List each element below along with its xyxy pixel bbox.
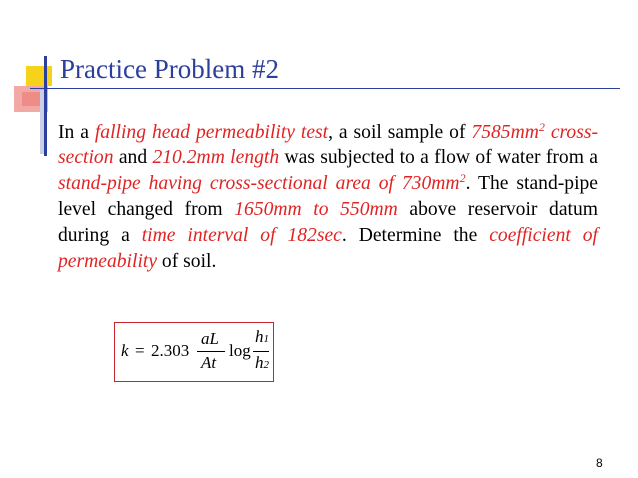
problem-text: . Determine the <box>341 224 490 246</box>
formula-denominator: At <box>201 353 217 372</box>
decor-vertical-bar <box>44 56 47 156</box>
formula-box <box>114 322 274 382</box>
highlight-target-quantity: coefficient of permeability <box>58 224 598 272</box>
problem-text: above reservoir datum during a <box>58 198 598 246</box>
title-underline <box>30 88 620 89</box>
problem-text: . The stand-pipe level changed from <box>58 173 598 220</box>
formula-k: k <box>121 341 129 360</box>
formula-h2: h2 <box>255 353 269 372</box>
highlight-test-type: falling head permeability test <box>94 121 329 143</box>
formula-h1: h1 <box>255 327 269 346</box>
highlight-cross-section: cross-section <box>58 121 598 169</box>
formula-numerator: aL <box>201 329 219 348</box>
problem-text: was subjected to a flow of water from a <box>279 147 598 169</box>
problem-text: and <box>113 147 153 169</box>
highlight-time-interval: time interval of 182sec <box>141 224 342 246</box>
formula-equals: = <box>135 341 145 360</box>
highlight-level-change: 1650mm to 550mm <box>234 198 398 220</box>
formula-log-fraction-line <box>253 351 269 352</box>
formula-log: log <box>229 341 251 360</box>
formula-fraction-line <box>197 351 225 352</box>
formula-constant: 2.303 <box>151 341 190 360</box>
slide-title: Practice Problem #2 <box>60 54 279 84</box>
page-number: 8 <box>596 456 603 470</box>
problem-text: In a <box>58 121 95 143</box>
decor-yellow-square <box>26 66 52 86</box>
highlight-sample-length: 210.2mm length <box>152 147 280 169</box>
problem-text: , a soil sample of <box>328 121 472 143</box>
problem-text: of soil. <box>157 250 217 272</box>
highlight-standpipe-area: stand-pipe having cross-sectional area of $730mm^2$ <box>58 171 466 195</box>
highlight-sample-area: $7585mm^2$ <box>471 119 545 143</box>
problem-statement <box>58 120 598 275</box>
